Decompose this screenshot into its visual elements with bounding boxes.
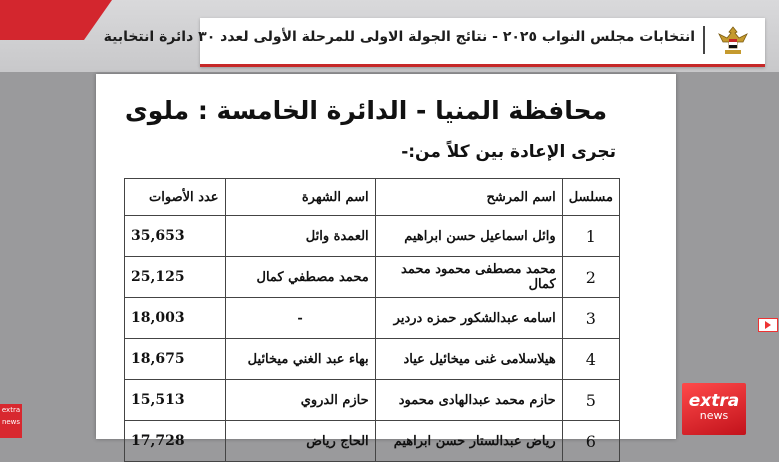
- row-serial: 4: [562, 339, 619, 380]
- table-row: [125, 298, 620, 339]
- table-row: [125, 216, 620, 257]
- row-candidate: رياض عبدالستار حسن ابراهيم: [375, 421, 562, 462]
- header-nickname: اسم الشهرة: [225, 179, 375, 216]
- row-votes: 15,513: [125, 380, 226, 421]
- results-table: [124, 178, 620, 462]
- row-serial: 5: [562, 380, 619, 421]
- row-candidate: حازم محمد عبدالهادى محمود: [375, 380, 562, 421]
- row-serial: 2: [562, 257, 619, 298]
- extra-news-small-logo: [0, 404, 22, 438]
- row-nickname: -: [225, 298, 375, 339]
- row-candidate: هيلاسلامى غنى ميخائيل عياد: [375, 339, 562, 380]
- header-votes: عدد الأصوات: [125, 179, 226, 216]
- row-nickname: الحاج رياض: [225, 421, 375, 462]
- extra-logo-subtext: news: [699, 409, 729, 422]
- row-nickname: حازم الدروي: [225, 380, 375, 421]
- row-votes: 18,003: [125, 298, 226, 339]
- banner-title: انتخابات مجلس النواب ٢٠٢٥ - نتائج الجولة الاولى للمرحلة الأولى لعدد ٣٠ دائرة انتخابية: [103, 29, 695, 45]
- header-serial: مسلسل: [562, 179, 619, 216]
- row-candidate: اسامه عبدالشكور حمزه دردير: [375, 298, 562, 339]
- header-candidate: اسم المرشح: [375, 179, 562, 216]
- row-candidate: محمد مصطفى محمود محمد كمال: [375, 257, 562, 298]
- table-header-row: [125, 179, 620, 216]
- table-row: [125, 421, 620, 462]
- row-votes: 18,675: [125, 339, 226, 380]
- row-nickname: بهاء عبد الغني ميخائيل: [225, 339, 375, 380]
- extra-news-logo: [682, 383, 746, 435]
- row-nickname: العمدة وائل: [225, 216, 375, 257]
- banner-title-box: [103, 18, 765, 67]
- row-votes: 17,728: [125, 421, 226, 462]
- row-nickname: محمد مصطفي كمال: [225, 257, 375, 298]
- extra-small-subtext: news: [1, 418, 21, 426]
- banner-separator: [703, 26, 705, 54]
- row-votes: 25,125: [125, 257, 226, 298]
- document-subtitle: تجرى الإعادة بين كلاً من:-: [401, 142, 616, 162]
- banner-red-stripe: [0, 0, 112, 40]
- row-serial: 6: [562, 421, 619, 462]
- play-overlay-icon[interactable]: [758, 318, 778, 332]
- row-candidate: وائل اسماعيل حسن ابراهيم: [375, 216, 562, 257]
- row-votes: 35,653: [125, 216, 226, 257]
- table-row: [125, 380, 620, 421]
- results-document: [96, 74, 676, 451]
- extra-small-text: extra: [1, 406, 21, 414]
- document-title: محافظة المنيا - الدائرة الخامسة : ملوى: [124, 96, 608, 125]
- table-row: [125, 257, 620, 298]
- extra-logo-text: extra: [688, 391, 740, 411]
- egypt-eagle-icon: [715, 24, 751, 58]
- broadcast-banner: [0, 0, 779, 72]
- row-serial: 1: [562, 216, 619, 257]
- row-serial: 3: [562, 298, 619, 339]
- table-row: [125, 339, 620, 380]
